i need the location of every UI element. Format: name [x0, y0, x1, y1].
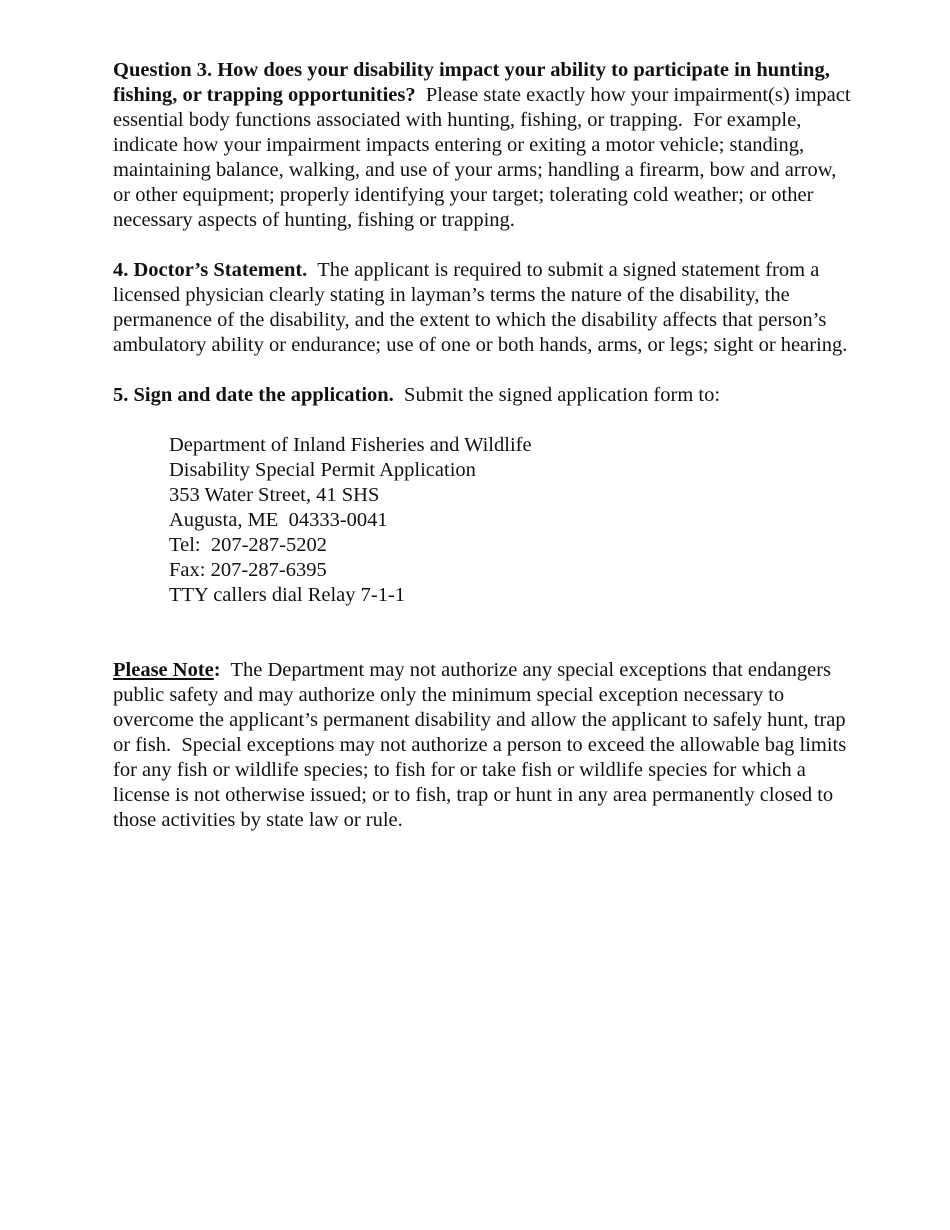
question-3-paragraph [113, 58, 856, 233]
doctors-statement-body: The applicant is required to submit a signed statement from a licensed physician clearly stating in layman’s terms the nature of the disability, the permanence of the disability, and the extent to which the disability affects that person’s ambulatory ability or endurance; use of one or both hands, arms, or legs; sight or hearing. [113, 259, 848, 356]
question-3-heading: Question 3. How does your disability impact your ability to participate in hunting, fishing, or trapping opportunities? [113, 59, 830, 106]
address-line-city: Augusta, ME 04333-0041 [169, 509, 388, 531]
sign-date-paragraph [113, 383, 853, 408]
doctors-statement-heading: 4. Doctor’s Statement. [113, 259, 308, 281]
address-line-tel: Tel: 207-287-5202 [169, 534, 327, 556]
sign-date-heading: 5. Sign and date the application. [113, 384, 394, 406]
address-line-street: 353 Water Street, 41 SHS [169, 484, 380, 506]
doctors-statement-paragraph [113, 258, 853, 358]
address-line-program: Disability Special Permit Application [169, 459, 476, 481]
address-line-department: Department of Inland Fisheries and Wildlife [169, 434, 532, 456]
please-note-body: The Department may not authorize any special exceptions that endangers public safety and may authorize only the minimum special exception necessary to overcome the applicant’s permanent disability and allow the applicant to safely hunt, trap or fish. Special exceptions may not authorize a person to exceed the allowable bag limits for any fish or wildlife species; to fish for or take fish or wildlife species for which a license is not otherwise issued; or to fish, trap or hunt in any area permanently closed to those activities by state law or rule. [113, 659, 852, 831]
document-page [113, 58, 856, 858]
mailing-address-block [169, 433, 853, 608]
please-note-colon: : [213, 659, 221, 681]
please-note-label: Please Note [113, 659, 214, 681]
address-line-fax: Fax: 207-287-6395 [169, 559, 327, 581]
spacer [113, 608, 853, 658]
question-3-body: Please state exactly how your impairment(s) impact essential body functions associated with hunting, fishing, or trapping. For example, indicate how your impairment impacts entering or exiting a motor vehicle; standing, maintaining balance, walking, and use of your arms; handling a firearm, bow and arrow, or other equipment; properly identifying your target; tolerating cold weather; or other necessary aspects of hunting, fishing or trapping. [113, 84, 856, 231]
please-note-paragraph [113, 658, 853, 833]
address-line-tty: TTY callers dial Relay 7-1-1 [169, 584, 406, 606]
sign-date-body: Submit the signed application form to: [393, 384, 721, 406]
